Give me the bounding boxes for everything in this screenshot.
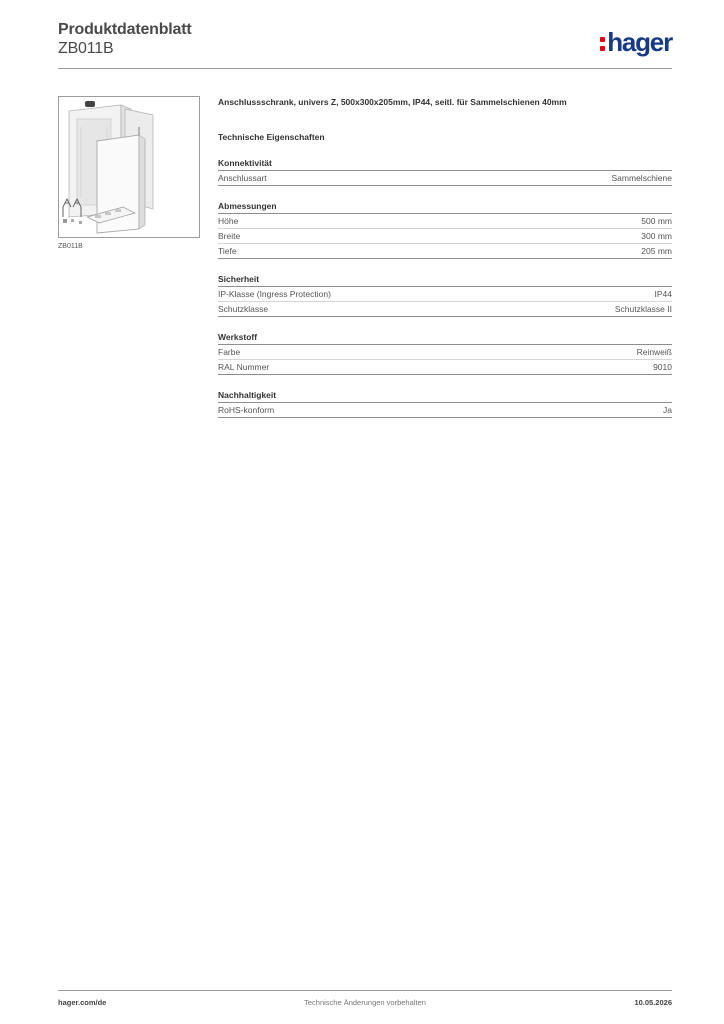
footer-date: 10.05.2026	[634, 998, 672, 1007]
footer-divider	[58, 990, 672, 991]
logo-dots-icon	[600, 31, 605, 53]
footer-website-link[interactable]: hager.com/de	[58, 998, 107, 1007]
product-details	[218, 96, 672, 418]
row-value: 300 mm	[641, 231, 672, 241]
table-row	[218, 345, 672, 360]
table-row	[218, 244, 672, 259]
group-title: Konnektivität	[218, 157, 672, 171]
document-title: Produktdatenblatt	[58, 21, 192, 38]
header-divider	[58, 68, 672, 69]
row-value: 9010	[653, 362, 672, 372]
cabinet-product-photo-icon	[59, 97, 199, 237]
row-value: Schutzklasse II	[614, 304, 672, 314]
section-heading: Technische Eigenschaften	[218, 132, 325, 142]
row-label: IP-Klasse (Ingress Protection)	[218, 289, 331, 299]
logo-text: hager	[607, 27, 672, 57]
row-value: Ja	[663, 405, 672, 415]
row-label: Schutzklasse	[218, 304, 269, 314]
product-image	[58, 96, 200, 238]
group-title: Nachhaltigkeit	[218, 389, 672, 403]
row-value: 500 mm	[641, 216, 672, 226]
document-subtitle: ZB011B	[58, 40, 114, 57]
table-row	[218, 403, 672, 418]
row-value: 205 mm	[641, 246, 672, 256]
row-label: RAL Nummer	[218, 362, 270, 372]
row-value: IP44	[654, 289, 672, 299]
hager-logo[interactable]	[600, 28, 672, 56]
group-werkstoff	[218, 331, 672, 375]
page-header	[58, 20, 672, 68]
group-sicherheit	[218, 273, 672, 317]
row-label: Breite	[218, 231, 241, 241]
row-label: Anschlussart	[218, 173, 267, 183]
group-konnektivitaet	[218, 157, 672, 186]
row-label: Höhe	[218, 216, 239, 226]
group-nachhaltigkeit	[218, 389, 672, 418]
product-description: Anschlussschrank, univers Z, 500x300x205mm, IP44, seitl. für Sammelschienen 40mm	[218, 97, 567, 107]
group-title: Sicherheit	[218, 273, 672, 287]
row-label: RoHS-konform	[218, 405, 275, 415]
table-row	[218, 360, 672, 375]
footer-disclaimer: Technische Änderungen vorbehalten	[304, 998, 426, 1007]
row-label: Tiefe	[218, 246, 237, 256]
table-row	[218, 287, 672, 302]
row-value: Reinweiß	[636, 347, 672, 357]
group-title: Abmessungen	[218, 200, 672, 214]
group-title: Werkstoff	[218, 331, 672, 345]
table-row	[218, 171, 672, 186]
table-row	[218, 214, 672, 229]
table-row	[218, 302, 672, 317]
image-caption: ZB011B	[58, 243, 83, 250]
row-value: Sammelschiene	[611, 173, 672, 183]
row-label: Farbe	[218, 347, 241, 357]
group-abmessungen	[218, 200, 672, 259]
table-row	[218, 229, 672, 244]
